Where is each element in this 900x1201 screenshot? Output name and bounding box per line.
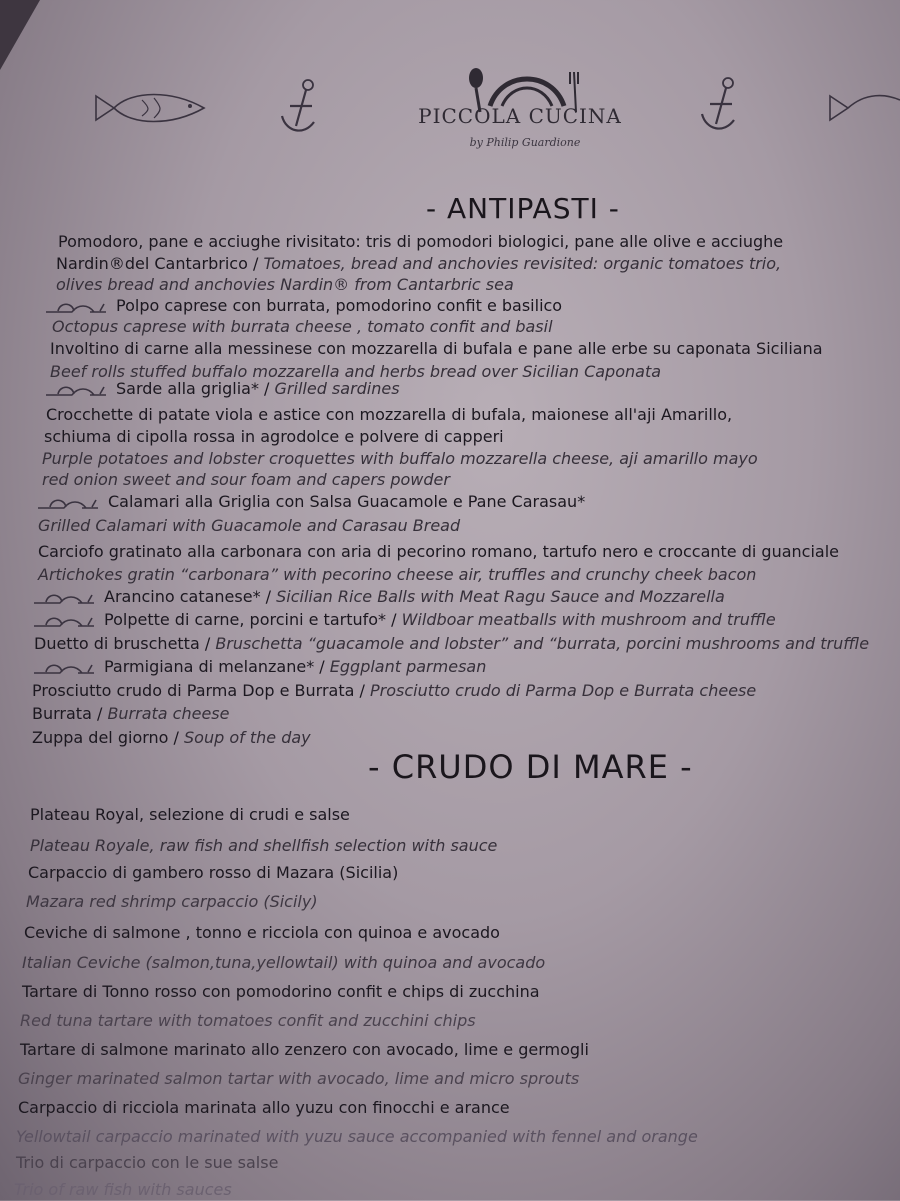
- section-title-antipasti: - ANTIPASTI -: [426, 192, 620, 225]
- fish-icon: [92, 88, 212, 128]
- menu-line: Burrata / Burrata cheese: [32, 704, 230, 723]
- menu-line: Nardin®del Cantarbrico / Tomatoes, bread and anchovies revisited: organic tomatoes trio,: [56, 254, 782, 273]
- snail-icon: [32, 614, 98, 628]
- menu-line: Plateau Royale, raw fish and shellfish selection with sauce: [30, 836, 498, 855]
- menu-line: Trio of raw fish with sauces: [14, 1180, 232, 1199]
- menu-line: Mazara red shrimp carpaccio (Sicily): [26, 892, 318, 911]
- menu-line: Italian Ceviche (salmon,tuna,yellowtail) with quinoa and avocado: [22, 953, 546, 972]
- menu-line: Polpette di carne, porcini e tartufo* / Wildboar meatballs with mushroom and truffle: [32, 609, 776, 631]
- menu-line: Tartare di salmone marinato allo zenzero con avocado, lime e germogli: [20, 1040, 589, 1059]
- snail-icon: [36, 496, 102, 510]
- restaurant-name: PICCOLA CUCINA: [418, 104, 622, 128]
- menu-line: Yellowtail carpaccio marinated with yuzu sauce accompanied with fennel and orange: [16, 1127, 698, 1146]
- menu-line: Beef rolls stuffed buffalo mozzarella and herbs bread over Sicilian Caponata: [50, 362, 662, 381]
- menu-line: schiuma di cipolla rossa in agrodolce e polvere di capperi: [44, 427, 504, 446]
- menu-line: Arancino catanese* / Sicilian Rice Balls with Meat Ragu Sauce and Mozzarella: [32, 586, 725, 608]
- menu-line: olives bread and anchovies Nardin® from Cantarbric sea: [56, 275, 514, 294]
- menu-line: Zuppa del giorno / Soup of the day: [32, 728, 311, 747]
- snail-icon: [44, 300, 110, 314]
- menu-line: Duetto di bruschetta / Bruschetta “guacamole and lobster” and “burrata, porcini mushrooms and truffle: [34, 634, 870, 653]
- menu-line: Red tuna tartare with tomatoes confit and zucchini chips: [20, 1011, 476, 1030]
- menu-line: Octopus caprese with burrata cheese , tomato confit and basil: [52, 317, 553, 336]
- snail-icon: [44, 383, 110, 397]
- menu-line: Pomodoro, pane e acciughe rivisitato: tris di pomodori biologici, pane alle olive e acciughe: [58, 232, 784, 251]
- menu-line: Ceviche di salmone , tonno e ricciola con quinoa e avocado: [24, 923, 500, 942]
- menu-line: Sarde alla griglia* / Grilled sardines: [44, 378, 400, 400]
- menu-line: red onion sweet and sour foam and capers powder: [42, 470, 450, 489]
- menu-line: Purple potatoes and lobster croquettes with buffalo mozzarella cheese, aji amarillo mayo: [42, 449, 758, 468]
- menu-line: Ginger marinated salmon tartar with avocado, lime and micro sprouts: [18, 1069, 580, 1088]
- menu-line: Artichokes gratin “carbonara” with pecorino cheese air, truffles and crunchy cheek bacon: [38, 565, 757, 584]
- restaurant-tagline: by Philip Guardione: [469, 136, 581, 149]
- menu-line: Parmigiana di melanzane* / Eggplant parmesan: [32, 656, 486, 678]
- fish-icon: [826, 88, 900, 128]
- menu-line: Carpaccio di gambero rosso di Mazara (Sicilia): [28, 863, 399, 882]
- snail-icon: [32, 591, 98, 605]
- anchor-icon: [696, 76, 746, 136]
- menu-line: Prosciutto crudo di Parma Dop e Burrata / Prosciutto crudo di Parma Dop e Burrata cheese: [32, 681, 757, 700]
- menu-line: Involtino di carne alla messinese con mozzarella di bufala e pane alle erbe su caponata Siciliana: [50, 339, 823, 358]
- menu-line: Carpaccio di ricciola marinata allo yuzu con finocchi e arance: [18, 1098, 510, 1117]
- snail-icon: [32, 661, 98, 675]
- menu-line: Trio di carpaccio con le sue salse: [16, 1153, 279, 1172]
- menu-line: Plateau Royal, selezione di crudi e salse: [30, 805, 350, 824]
- menu-header: [0, 60, 900, 170]
- menu-line: Carciofo gratinato alla carbonara con aria di pecorino romano, tartufo nero e croccante di guanciale: [38, 542, 839, 561]
- menu-line: Calamari alla Griglia con Salsa Guacamole e Pane Carasau*: [36, 491, 585, 513]
- menu-line: Grilled Calamari with Guacamole and Carasau Bread: [38, 516, 461, 535]
- menu-line: Crocchette di patate viola e astice con mozzarella di bufala, maionese all'aji Amarillo,: [46, 405, 733, 424]
- section-title-crudo-di-mare: - CRUDO DI MARE -: [368, 748, 693, 786]
- menu-line: Polpo caprese con burrata, pomodorino confit e basilico: [44, 295, 562, 317]
- anchor-icon: [276, 78, 326, 138]
- menu-line: Tartare di Tonno rosso con pomodorino confit e chips di zucchina: [22, 982, 540, 1001]
